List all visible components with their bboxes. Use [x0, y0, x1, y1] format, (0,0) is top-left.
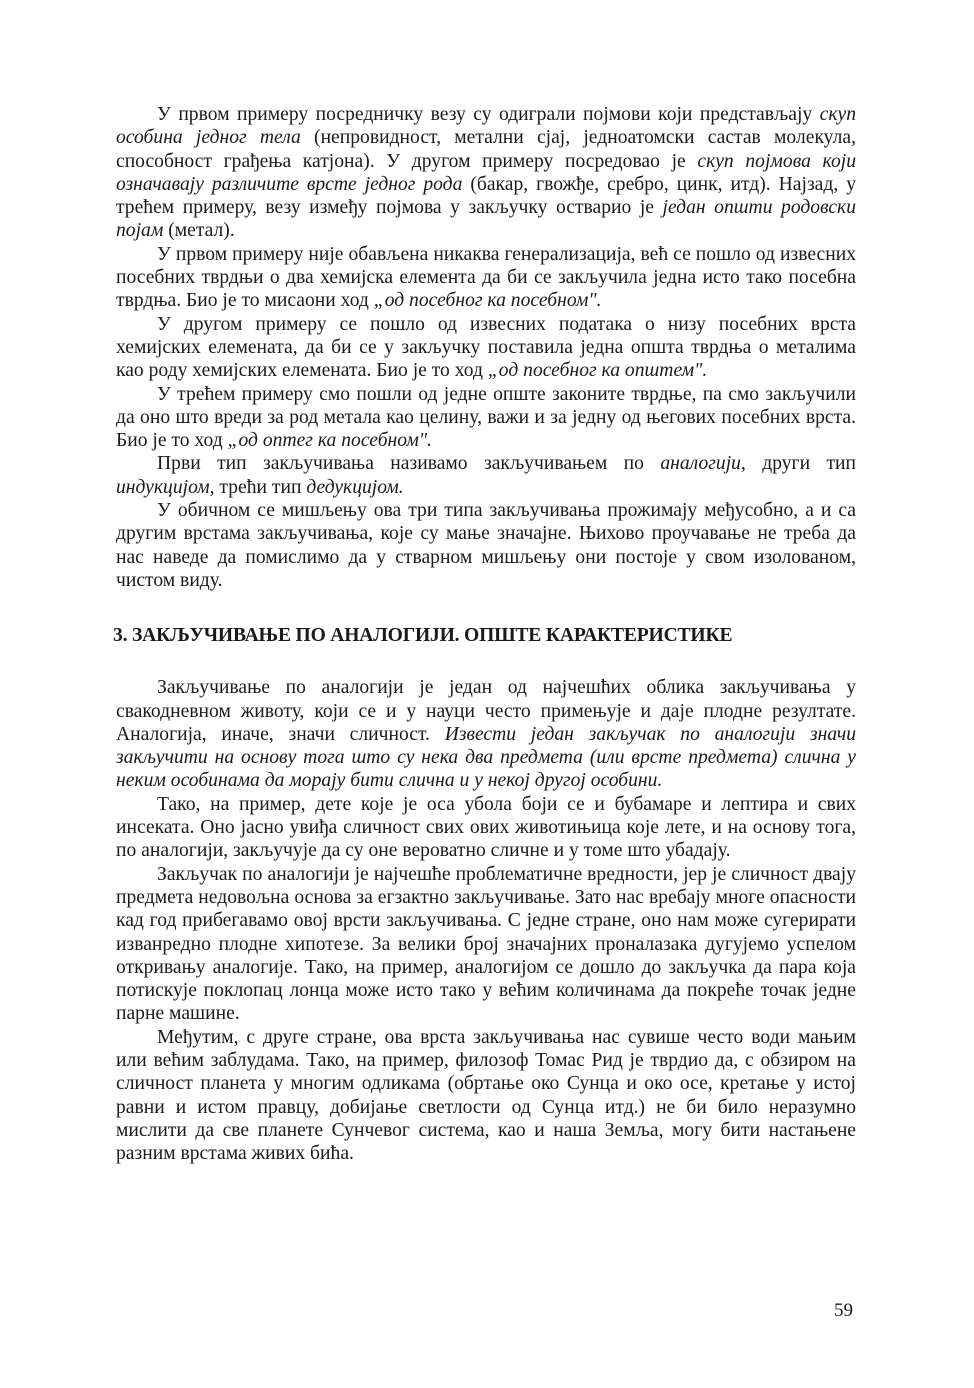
paragraph: Закључивање по аналогији је један од најчешћих облика закључивања у свакодневном животу, који се и у науци често примењује и даје плодне резултате. Аналогија, иначе, значи сличност. Извести један закључак по аналогији значи закључити на основу тога што су нека два предмета (или врсте предмета) слична у неким особинама да морају бити слична и у некој другој особини.	[116, 677, 856, 792]
page-number: 59	[834, 1300, 853, 1321]
paragraph: У другом примеру се пошло од извесних података о низу посебних врста хемијских елемената, да би се у закључку поставила једна општа тврдња о металима као роду хемијских елемената. Био је то ход „од посебног ка општем".	[116, 313, 856, 382]
section-analogy	[116, 676, 856, 1165]
paragraph: Међутим, с друге стране, ова врста закључивања нас сувише често води мањим или већим заблудама. Тако, на пример, филозоф Томас Рид је тврдио да, с обзиром на сличност планета у многим одликама (обртање око Сунца и око осе, кретање у истој равни и истом правцу, добијање светлости од Сунца итд.) не би било неразумно мислити да све планете Сунчевог система, као и наша Земља, могу бити настањене разним врстама живих бића.	[116, 1026, 856, 1165]
section-intro	[116, 103, 856, 592]
section-heading: 3. ЗАКЉУЧИВАЊЕ ПО АНАЛОГИЈИ. ОПШТЕ КАРАКТЕРИСТИКЕ	[113, 625, 733, 647]
paragraph: У обичном се мишљењу ова три типа закључивања прожимају међусобно, а и са другим врстама закључивања, које су мање значајне. Њихово проучавање не треба да нас наведе да помислимо да у стварном мишљењу они постоје у свом изолованом, чистом виду.	[116, 500, 856, 591]
page-body	[113, 103, 856, 1165]
paragraph: У трећем примеру смо пошли од једне опште законите тврдње, па смо закључили да оно што вреди за род метала као целину, важи и за једну од његових посебних врста. Био је то ход „од оптег ка посебном".	[116, 383, 856, 452]
paragraph: У првом примеру посредничку везу су одиграли појмови који представљају скуп особина једног тела (непровидност, метални сјај, једноатомски састав молекула, способност грађења катјона). У другом примеру посредовао је скуп појмова који означавају различите врсте једног рода (бакар, гвожђе, сребро, цинк, итд). Најзад, у трећем примеру, везу између појмова у закључку остварио је један општи родовски појам (метал).	[116, 104, 856, 242]
paragraph: У првом примеру није обављена никаква генерализација, већ се пошло од извесних посебних тврдњи о два хемијска елемента да би се закључила једна исто тако посебна тврдња. Био је то мисаони ход „од посебног ка посебном".	[116, 243, 856, 312]
paragraph: Тако, на пример, дете које је оса убола боји се и бубамаре и лептира и свих инсеката. Оно јасно увиђа сличност свих ових животињица које лете, и на основу тога, по аналогији, закључује да су оне вероватно сличне и у томе што убадају.	[116, 793, 856, 862]
paragraph: Закључак по аналогији је најчешће проблематичне вредности, јер је сличност двају предмета недовољна основа за егзактно закључивање. Зато нас вребају многе опасности кад год прибегавамо овој врсти закључивања. С једне стране, оно нам може сугерирати изванредно плодне хипотезе. За велики број значајних проналазака дугујемо успелом откривању аналогије. Тако, на пример, аналогијом се дошло до закључка да пара која потискује поклопац лонца може исто тако у већим количинама да покреће точак једне парне машине.	[116, 863, 856, 1025]
paragraph: Први тип закључивања називамо закључивањем по аналогији, други тип индукцијом, трећи тип дедукцијом.	[116, 453, 856, 498]
